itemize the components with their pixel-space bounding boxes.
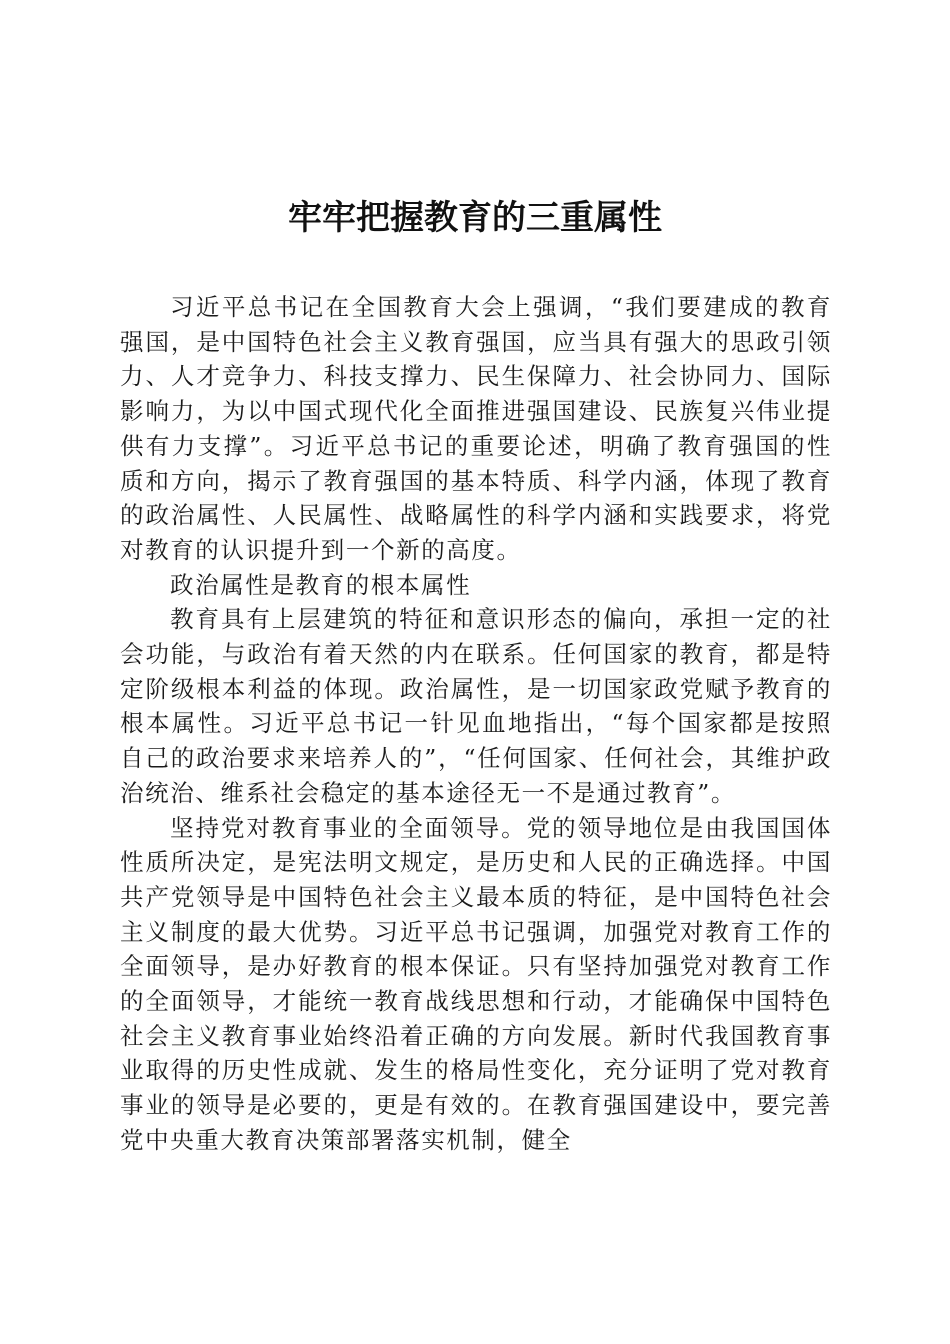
paragraph-political-attribute: 教育具有上层建筑的特征和意识形态的偏向，承担一定的社会功能，与政治有着天然的内在联系。任何国家的教育，都是特定阶级根本利益的体现。政治属性，是一切国家政党赋予教育的根本属性。习近平总书记一针见血地指出，“每个国家都是按照自己的政治要求来培养人的”，“任何国家、任何社会，其维护政治统治、维系社会稳定的基本途径无一不是通过教育”。 — [120, 605, 832, 807]
document-body — [120, 290, 832, 1158]
document-title: 牢牢把握教育的三重属性 — [288, 198, 662, 238]
section-heading-political: 政治属性是教育的根本属性 — [170, 570, 472, 599]
paragraph-party-leadership: 坚持党对教育事业的全面领导。党的领导地位是由我国国体性质所决定，是宪法明文规定，是历史和人民的正确选择。中国共产党领导是中国特色社会主义最本质的特征，是中国特色社会主义制度的最大优势。习近平总书记强调，加强党对教育工作的全面领导，是办好教育的根本保证。只有坚持加强党对教育工作的全面领导，才能统一教育战线思想和行动，才能确保中国特色社会主义教育事业始终沿着正确的方向发展。新时代我国教育事业取得的历史性成就、发生的格局性变化，充分证明了党对教育事业的领导是必要的，更是有效的。在教育强国建设中，要完善党中央重大教育决策部署落实机制，健全 — [120, 813, 832, 1154]
paragraph-intro: 习近平总书记在全国教育大会上强调，“我们要建成的教育强国，是中国特色社会主义教育强国，应当具有强大的思政引领力、人才竞争力、科技支撑力、民生保障力、社会协同力、国际影响力，为以中国式现代化全面推进强国建设、民族复兴伟业提供有力支撑”。习近平总书记的重要论述，明确了教育强国的性质和方向，揭示了教育强国的基本特质、科学内涵，体现了教育的政治属性、人民属性、战略属性的科学内涵和实践要求，将党对教育的认识提升到一个新的高度。 — [120, 293, 832, 564]
